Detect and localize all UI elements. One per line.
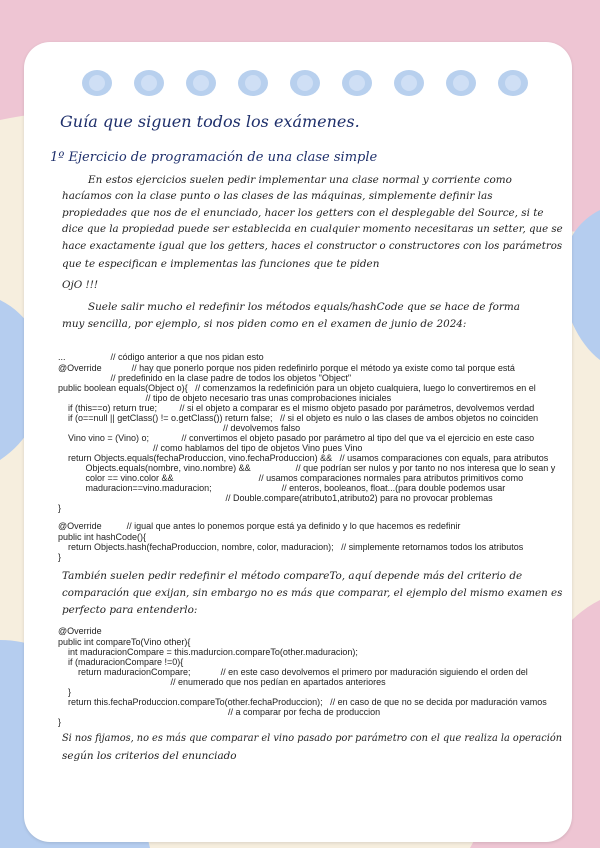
paragraph-line: Suele salir mucho el redefinir los métodos equals/hashCode que se hace de forma <box>88 301 520 313</box>
paragraph-line: También suelen pedir redefinir el método compareTo, aquí depende más del criterio de <box>62 570 523 582</box>
code-line: ... // código anterior a que nos pidan esto <box>58 352 264 362</box>
code-line: maduracion==vino.maduracion; // enteros, booleanos, float...(para double podemos usar <box>58 483 506 493</box>
code-line: return this.fechaProduccion.compareTo(other.fechaProduccion); // en caso de que no se decida por maduración vamos <box>58 697 547 707</box>
paragraph-line: dice que la propiedad puede ser establecida en cualquier momento necesitaras un setter, que se <box>62 224 563 235</box>
code-line: @Override // igual que antes lo ponemos porque está ya definido y lo que hacemos es redefinir <box>58 521 461 531</box>
code-line: Vino vino = (Vino) o; // convertimos el objeto pasado por parámetro al tipo del que va el ejercicio en este caso <box>58 433 535 443</box>
section-heading: 1º Ejercicio de programación de una clase simple <box>50 150 378 165</box>
code-line: return maduracionCompare; // en este caso devolvemos el primero por maduración siguiendo el orden del <box>58 667 528 677</box>
code-line: } <box>58 503 62 513</box>
code-line: } <box>58 687 72 697</box>
code-line: // enumerado que nos pedían en apartados anteriores <box>58 677 386 687</box>
ring <box>82 70 112 96</box>
code-line: return Objects.equals(fechaProduccion, vino.fechaProduccion) && // usamos comparaciones con equals, para atributos <box>58 453 549 463</box>
ring <box>290 70 320 96</box>
code-line: if (o==null || getClass() != o.getClass()) return false; // si el objeto es nulo o las clases de ambos objetos no coinciden <box>58 413 539 423</box>
code-line: public int compareTo(Vino other){ <box>58 637 191 647</box>
paragraph-line: propiedades que nos de el enunciado, hacer los getters con el desplegable del Source, si te <box>62 207 544 219</box>
code-line: // devolvemos falso <box>58 423 301 433</box>
code-line: Objects.equals(nombre, vino.nombre) && // que podrían ser nulos y por tanto no nos interesa que lo sean y <box>58 463 556 473</box>
ring <box>498 70 528 96</box>
code-line: // Double.compare(atributo1,atributo2) para no provocar problemas <box>58 493 493 503</box>
paragraph-line: según los criterios del enunciado <box>62 750 237 762</box>
paragraph-line: que te especifican e implementas las funciones que te piden <box>62 258 380 270</box>
ring <box>134 70 164 96</box>
code-line: return Objects.hash(fechaProduccion, nombre, color, maduracion); // simplemente retornamos todos los atributos <box>58 542 524 552</box>
code-line: @Override // hay que ponerlo porque nos piden redefinirlo porque el método ya existe como tal porque está <box>58 363 515 373</box>
code-line: @Override <box>58 626 102 636</box>
code-line: if (maduracionCompare !=0){ <box>58 657 184 667</box>
binder-rings <box>0 70 600 98</box>
code-line: int maduracionCompare = this.madurcion.compareTo(other.maduracion); <box>58 647 358 657</box>
code-line: public int hashCode(){ <box>58 532 147 542</box>
paragraph-line: comparación que exijan, sin embargo no es más que comparar, el ejemplo del mismo examen es <box>62 587 563 599</box>
paragraph-line: hace exactamente igual que los getters, haces el constructor o constructores con los parámetros <box>62 241 563 252</box>
code-line: // a comparar por fecha de produccion <box>58 707 381 717</box>
code-line: if (this==o) return true; // si el objeto a comparar es el mismo objeto pasado por parámetros, devolvemos verdad <box>58 403 535 413</box>
ring <box>186 70 216 96</box>
paragraph-line: muy sencilla, por ejemplo, si nos piden como en el examen de junio de 2024: <box>62 318 467 330</box>
paragraph-line: Si nos fijamos, no es más que comparar el vino pasado por parámetro con el que realiza la operación <box>62 733 562 744</box>
ring <box>446 70 476 96</box>
code-line: public boolean equals(Object o){ // comenzamos la redefinición para un objeto cualquiera, luego lo convertiremos en el <box>58 383 536 393</box>
page-title: Guía que siguen todos los exámenes. <box>60 112 360 131</box>
paragraph-line: En estos ejercicios suelen pedir implementar una clase normal y corriente como <box>88 174 512 186</box>
ring <box>238 70 268 96</box>
code-line: // predefinido en la clase padre de todos los objetos "Object" <box>58 373 352 383</box>
paragraph-line: perfecto para entenderlo: <box>62 604 198 616</box>
code-line: color == vino.color && // usamos comparaciones normales para atributos primitivos como <box>58 473 524 483</box>
code-line: // tipo de objeto necesario tras unas comprobaciones iniciales <box>58 393 392 403</box>
ring <box>342 70 372 96</box>
code-line: // como hablamos del tipo de objetos Vino pues Vino <box>58 443 363 453</box>
ring <box>394 70 424 96</box>
paragraph-line: hacíamos con la clase punto o las clases de las máquinas, simplemente definir las <box>62 190 493 202</box>
code-line: } <box>58 552 62 562</box>
paragraph-line: OjO !!! <box>62 279 99 291</box>
code-line: } <box>58 717 62 727</box>
